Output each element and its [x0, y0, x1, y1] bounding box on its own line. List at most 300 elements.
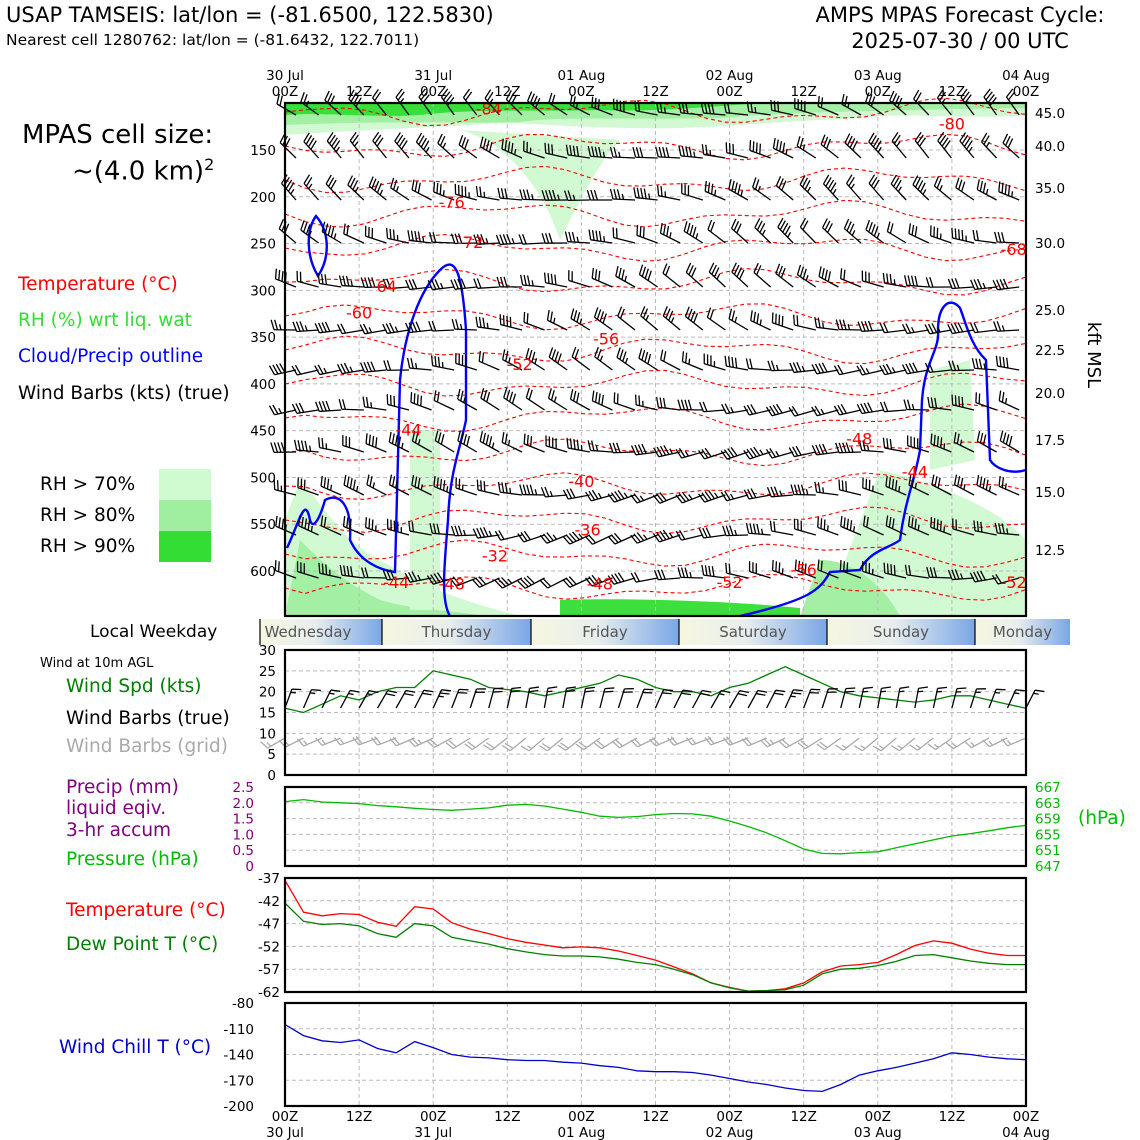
altitude-tick-label: 15.0 — [1035, 485, 1066, 501]
upper-air-wind-barb-flag — [644, 228, 645, 238]
top-hour-label: 12Z — [790, 84, 817, 100]
upper-air-wind-barb-halfflag — [423, 236, 424, 242]
top-day-label: 01 Aug — [557, 68, 606, 84]
upper-air-wind-barb-flag — [421, 396, 422, 406]
surface-wind-barb-true-halfflag — [348, 693, 353, 694]
upper-air-wind-barb-flag — [369, 518, 370, 528]
bottom-hour-label: 12Z — [642, 1109, 669, 1125]
surface-wind-barb-true-halfflag — [547, 691, 552, 692]
isotherm-label: -36 — [574, 520, 601, 540]
upper-air-wind-barb-halfflag — [604, 236, 605, 242]
isotherm-label: -52 — [1000, 572, 1027, 592]
surface-wind-barb-true-flag — [311, 690, 320, 691]
isotherm-label: -52 — [506, 354, 533, 374]
upper-air-wind-barb-halfflag — [331, 485, 332, 491]
surface-wind-barb-true — [396, 691, 415, 708]
surface-wind-barb-true — [674, 690, 692, 708]
upper-air-wind-barb-flag — [821, 561, 822, 571]
upper-air-wind-barb-flag — [640, 226, 641, 236]
upper-air-wind-barb-flag — [760, 144, 761, 154]
altitude-axis-label: kft MSL — [1083, 321, 1104, 389]
upper-air-wind-barb-flag — [477, 480, 478, 490]
upper-air-wind-barb-flag — [962, 397, 963, 407]
wind-tick-label: 20 — [258, 684, 276, 701]
pressure-tick-label: 450 — [250, 423, 276, 440]
upper-air-wind-barb-flag — [271, 443, 274, 453]
legend-precip-3: 3-hr accum — [66, 820, 172, 841]
upper-air-wind-barb-halfflag — [484, 192, 485, 198]
weekday-label: Wednesday — [264, 623, 352, 641]
surface-wind-barb-true-flag — [494, 688, 503, 689]
upper-air-wind-barb-flag — [894, 565, 895, 575]
cell-size-exponent: 2 — [204, 155, 215, 174]
upper-air-wind-barb-halfflag — [487, 323, 488, 329]
temperature-panel — [258, 871, 1026, 1001]
legend-pressure: Pressure (hPa) — [66, 849, 199, 870]
surface-wind-barb-grid-halfflag — [527, 746, 531, 749]
legend-dew-point: Dew Point T (°C) — [66, 934, 219, 955]
upper-air-wind-barb-flag — [824, 520, 825, 530]
surface-wind-barb-true-flag — [700, 694, 709, 696]
upper-air-wind-barb-flag — [934, 435, 935, 445]
upper-air-wind-barb-flag — [366, 517, 367, 527]
upper-air-wind-barb-flag — [937, 436, 938, 446]
surface-wind-barb-true — [452, 689, 469, 708]
page-title: USAP TAMSEIS: lat/lon = (-81.6500, 122.5830) — [6, 3, 494, 27]
wind-chill-panel — [223, 996, 1026, 1115]
legend-cloud: Cloud/Precip outline — [18, 346, 204, 367]
upper-air-wind-barb-flag — [394, 230, 395, 240]
upper-air-wind-barb-flag — [937, 519, 938, 529]
upper-air-wind-barb-flag — [549, 93, 552, 103]
isotherm-label: -68 — [1000, 239, 1027, 259]
isotherm-label: -76 — [438, 193, 465, 213]
surface-wind-barb-true-flag — [758, 690, 767, 692]
surface-wind-barb-true-flag — [548, 687, 557, 688]
altitude-tick-label: 12.5 — [1035, 543, 1066, 559]
chill-tick-label: -200 — [223, 1099, 254, 1115]
chill-tick-label: -80 — [231, 996, 254, 1012]
precip-pressure-panel — [233, 780, 1061, 875]
bottom-hour-label: 00Z — [1012, 1109, 1040, 1125]
surface-wind-barb-true — [433, 690, 451, 708]
upper-air-wind-barb-flag — [301, 92, 304, 102]
surface-wind-barb-grid-halfflag — [692, 740, 695, 744]
surface-wind-barb-true — [656, 690, 673, 708]
upper-air-wind-barb-flag — [434, 182, 435, 192]
upper-air-wind-barb-flag — [771, 100, 772, 110]
time-height-panel — [250, 89, 1104, 616]
upper-air-wind-barb-flag — [779, 563, 780, 573]
surface-wind-barb-true — [693, 690, 712, 708]
legend-wind-barbs: Wind Barbs (kts) (true) — [18, 383, 230, 404]
top-hour-label: 00Z — [864, 84, 892, 100]
surface-wind-barb-true-flag — [721, 691, 730, 693]
isotherm-label: -48 — [846, 429, 873, 449]
precip-tick-label: 1.5 — [232, 811, 254, 828]
upper-air-wind-barb-flag — [278, 442, 281, 452]
upper-air-wind-barb-halfflag — [1005, 483, 1006, 489]
bottom-hour-label: 12Z — [790, 1109, 817, 1125]
surface-wind-barb-true — [526, 687, 539, 708]
surface-wind-barb-true-flag — [1016, 690, 1025, 691]
top-hour-label: 00Z — [271, 84, 299, 100]
upper-air-wind-barb-flag — [598, 99, 599, 109]
wind-tick-label: 10 — [258, 726, 276, 743]
pressure-tick-label: 647 — [1035, 859, 1061, 875]
pressure-tick-label: 350 — [250, 330, 276, 347]
rh-shade-region — [930, 360, 975, 470]
legend-rh80-label: RH > 80% — [40, 505, 136, 526]
chill-tick-label: -140 — [223, 1047, 254, 1064]
isotherm-label: -52 — [716, 572, 743, 592]
upper-air-wind-barb-halfflag — [665, 107, 666, 113]
surface-wind-barb-grid-halfflag — [267, 743, 271, 747]
chill-tick-label: -170 — [223, 1073, 254, 1090]
isotherm-label: -56 — [593, 329, 620, 349]
upper-air-wind-barb-flag — [414, 393, 415, 403]
upper-air-wind-barb-flag — [271, 320, 274, 330]
bottom-hour-label: 00Z — [568, 1109, 595, 1125]
bottom-day-label: 03 Aug — [853, 1125, 902, 1140]
pressure-tick-label: 655 — [1035, 827, 1061, 844]
surface-wind-barb-true-flag — [740, 691, 749, 693]
surface-wind-barb-true — [322, 690, 340, 708]
surface-wind-barb-grid-halfflag — [322, 740, 325, 744]
surface-wind-barb-true-halfflag — [329, 693, 334, 694]
top-hour-label: 00Z — [568, 84, 595, 100]
isotherm-label: -84 — [475, 99, 502, 119]
upper-air-wind-barb-flag — [613, 227, 614, 237]
top-day-label: 03 Aug — [853, 68, 902, 84]
cell-size-title: MPAS cell size: — [22, 120, 214, 150]
surface-wind-barb-true-halfflag — [918, 691, 923, 692]
altitude-tick-label: 40.0 — [1035, 139, 1066, 155]
wind-tick-label: 15 — [258, 705, 276, 722]
surface-wind-barb-grid-halfflag — [916, 745, 920, 748]
forecast-cycle-date: 2025-07-30 / 00 UTC — [851, 29, 1069, 53]
surface-wind-barb-true — [748, 690, 767, 708]
surface-wind-barb-true-flag — [919, 687, 928, 688]
surface-wind-barb-true — [581, 687, 595, 708]
surface-wind-barb-true-flag — [738, 694, 747, 696]
pressure-tick-label: 600 — [250, 564, 276, 580]
wind-tick-label: 25 — [258, 663, 276, 680]
upper-air-wind-barb-flag — [847, 562, 848, 572]
surface-wind-barb-true-flag — [566, 687, 575, 688]
top-day-label: 30 Jul — [266, 68, 304, 84]
upper-air-wind-barb-flag — [524, 312, 525, 322]
top-hour-label: 12Z — [938, 84, 966, 100]
isotherm-label: -56 — [790, 560, 817, 580]
altitude-tick-label: 35.0 — [1035, 181, 1066, 197]
top-hour-label: 00Z — [716, 84, 743, 100]
isotherm-label: -80 — [938, 114, 965, 134]
temp-tick-label: -52 — [257, 939, 280, 956]
surface-wind-barb-grid-halfflag — [340, 740, 343, 744]
legend-rh: RH (%) wrt liq. wat — [18, 310, 192, 331]
upper-air-wind-barb-halfflag — [689, 359, 690, 365]
upper-air-wind-barb-flag — [818, 517, 819, 527]
surface-wind-barb-true — [711, 691, 730, 708]
upper-air-wind-barb-flag — [530, 94, 534, 104]
upper-air-wind-barb-flag — [524, 434, 525, 444]
surface-wind-barb-true-flag — [388, 691, 397, 693]
pressure-tick-label: 667 — [1035, 780, 1061, 796]
bottom-day-label: 02 Aug — [705, 1125, 754, 1140]
surface-wind-barb-grid — [427, 738, 452, 748]
upper-air-wind-barb-flag — [962, 230, 963, 240]
surface-wind-barb-true-flag — [957, 688, 966, 689]
surface-wind-barb-grid-halfflag — [304, 741, 307, 745]
surface-wind-barb-true-halfflag — [310, 693, 315, 694]
upper-air-wind-barb-halfflag — [649, 193, 650, 199]
weekday-label: Monday — [992, 623, 1053, 641]
upper-air-wind-barb-flag — [639, 395, 640, 405]
upper-air-wind-barb-flag — [934, 518, 935, 528]
surface-wind-barb-true-halfflag — [1033, 693, 1038, 694]
surface-wind-barb-true-flag — [846, 688, 855, 689]
precip-tick-label: 2.0 — [232, 795, 254, 812]
pressure-tick-label: 200 — [250, 189, 276, 206]
upper-air-wind-barb-flag — [282, 519, 283, 529]
upper-air-wind-barb-flag — [552, 144, 553, 154]
upper-air-wind-barb-halfflag — [510, 488, 511, 494]
surface-wind-barb-grid-halfflag — [770, 740, 774, 744]
press-frame — [285, 787, 1026, 866]
surface-wind-barb-true-flag — [386, 694, 395, 696]
surface-wind-barb-true — [952, 688, 967, 708]
upper-air-wind-barb-flag — [528, 91, 532, 101]
upper-air-wind-barb-flag — [884, 563, 885, 573]
isotherm-label: -48 — [586, 574, 613, 594]
weekday-label: Saturday — [719, 623, 787, 641]
surface-wind-barb-true-flag — [369, 691, 378, 693]
upper-air-wind-barb-flag — [839, 480, 840, 490]
top-day-label: 31 Jul — [414, 68, 453, 84]
upper-air-wind-barb-flag — [753, 141, 754, 151]
top-hour-label: 12Z — [345, 84, 373, 100]
upper-air-wind-barb-flag — [726, 563, 727, 573]
surface-wind-barb-true-halfflag — [719, 694, 724, 695]
upper-air-wind-barb-flag — [322, 564, 323, 574]
bottom-hour-label: 00Z — [864, 1109, 892, 1125]
altitude-tick-label: 45.0 — [1035, 106, 1066, 122]
bottom-day-label: 31 Jul — [414, 1125, 453, 1140]
upper-air-wind-barb-flag — [818, 560, 819, 570]
bottom-hour-label: 12Z — [494, 1109, 521, 1125]
altitude-tick-label: 17.5 — [1035, 433, 1066, 449]
upper-air-wind-barb-flag — [750, 140, 751, 150]
upper-air-wind-barb-flag — [844, 561, 845, 571]
upper-air-wind-barb-flag — [279, 219, 283, 228]
upper-air-wind-barb-flag — [941, 437, 942, 447]
upper-air-wind-barb-flag — [484, 481, 485, 491]
upper-air-wind-barb-flag — [840, 560, 841, 570]
surface-wind-barb-true-flag — [863, 687, 872, 688]
legend-wind-barbs-true: Wind Barbs (true) — [66, 708, 230, 729]
wind-tick-label: 5 — [267, 747, 276, 764]
upper-air-wind-barb-flag — [276, 269, 277, 279]
upper-air-wind-barb-flag — [279, 517, 280, 527]
surface-wind-barb-true — [489, 688, 504, 708]
temp-tick-label: -42 — [257, 893, 280, 910]
top-hour-label: 00Z — [419, 84, 447, 100]
altitude-tick-label: 22.5 — [1035, 343, 1066, 359]
surface-wind-barb-grid-flag — [964, 741, 971, 747]
surface-wind-barb-true-flag — [404, 694, 413, 696]
pressure-tick-label: 300 — [250, 283, 276, 300]
upper-air-wind-barb-flag — [527, 435, 528, 445]
pressure-tick-label: 663 — [1035, 795, 1061, 812]
legend-precip-2: liquid eqiv. — [66, 798, 167, 819]
upper-air-wind-barb-flag — [797, 315, 798, 325]
legend-temperature: Temperature (°C) — [18, 274, 178, 295]
wind-tick-label: 0 — [267, 768, 276, 784]
isotherm-label: -40 — [568, 471, 595, 491]
surface-wind-barb-true — [544, 687, 557, 708]
surface-wind-barb-true — [767, 690, 785, 708]
isotherm-label: -44 — [383, 572, 410, 592]
precip-tick-label: 0 — [245, 859, 254, 875]
bottom-hour-label: 00Z — [716, 1109, 743, 1125]
upper-air-wind-barb-halfflag — [823, 323, 824, 329]
upper-air-wind-barb-halfflag — [371, 402, 372, 408]
surface-wind-barb-true-flag — [442, 690, 451, 691]
surface-wind-barb-true — [878, 687, 891, 708]
weekday-strip — [260, 619, 1070, 645]
upper-air-wind-barb-flag — [279, 561, 280, 571]
surface-wind-barb-grid — [409, 738, 434, 747]
temp-tick-label: -62 — [257, 985, 280, 1001]
upper-air-wind-barb-flag — [776, 561, 777, 571]
upper-air-wind-barb-flag — [387, 228, 388, 238]
forecast-cycle-title: AMPS MPAS Forecast Cycle: — [815, 3, 1105, 27]
top-hour-label: 12Z — [494, 84, 521, 100]
pressure-tick-label: 150 — [250, 143, 276, 159]
bottom-hour-label: 00Z — [271, 1109, 299, 1125]
surface-wind-barb-grid — [761, 738, 786, 747]
isotherm-label: -72 — [457, 233, 484, 253]
surface-wind-barb-grid-halfflag — [898, 746, 902, 749]
upper-air-wind-barb-flag — [891, 564, 892, 574]
weekday-label: Thursday — [421, 623, 492, 641]
upper-air-wind-barb-flag — [794, 315, 795, 325]
surface-wind-barb-true-halfflag — [790, 696, 795, 697]
upper-air-wind-barb-halfflag — [899, 486, 900, 492]
legend-rh90-label: RH > 90% — [40, 536, 136, 557]
upper-air-wind-barb-flag — [952, 228, 953, 238]
upper-air-wind-barb-flag — [418, 394, 419, 404]
surface-wind-barb-true — [785, 690, 803, 708]
bottom-day-label: 04 Aug — [1002, 1125, 1050, 1140]
altitude-tick-label: 30.0 — [1035, 236, 1066, 252]
surface-wind-barb-grid-halfflag — [953, 743, 957, 746]
surface-wind-barb-grid-halfflag — [842, 745, 846, 748]
pressure-tick-label: 651 — [1035, 843, 1061, 860]
upper-air-wind-barb-flag — [773, 560, 774, 570]
upper-air-wind-barb-halfflag — [280, 324, 281, 330]
upper-air-wind-barb-halfflag — [755, 107, 756, 113]
surface-wind-barb-grid — [779, 738, 803, 748]
surface-wind-barb-true-flag — [938, 687, 947, 688]
cell-size-number: ~(4.0 km) — [72, 156, 205, 187]
surface-wind-barb-true — [730, 691, 749, 708]
temp-tick-label: -57 — [257, 962, 280, 979]
top-hour-label: 00Z — [1012, 84, 1040, 100]
weekday-strip-label: Local Weekday — [90, 622, 218, 642]
altitude-tick-label: 20.0 — [1035, 386, 1066, 402]
top-hour-label: 12Z — [642, 84, 669, 100]
isotherm-label: -44 — [395, 420, 422, 440]
surface-wind-barb-true — [915, 687, 928, 708]
upper-air-wind-barb-halfflag — [447, 486, 448, 492]
precip-tick-label: 2.5 — [232, 780, 254, 796]
upper-air-wind-barb-flag — [955, 229, 956, 239]
precip-tick-label: 0.5 — [232, 843, 254, 860]
upper-air-wind-barb-flag — [279, 270, 280, 280]
upper-air-wind-barb-flag — [282, 271, 283, 281]
temp-tick-label: -47 — [257, 916, 280, 933]
surface-wind-barb-true-flag — [664, 690, 673, 691]
pressure-unit-label: (hPa) — [1078, 808, 1126, 829]
upper-air-wind-barb-flag — [846, 481, 847, 491]
bottom-hour-label: 12Z — [345, 1109, 373, 1125]
upper-air-wind-barb-flag — [842, 480, 843, 490]
pressure-tick-label: 659 — [1035, 811, 1061, 828]
pressure-tick-label: 500 — [250, 470, 276, 487]
surface-wind-barb-true-flag — [605, 688, 614, 689]
upper-air-wind-barb-flag — [959, 229, 960, 239]
upper-air-wind-barb-halfflag — [823, 487, 824, 493]
surface-wind-barb-true-halfflag — [439, 696, 444, 697]
upper-air-wind-barb-halfflag — [515, 149, 516, 155]
upper-air-wind-barb-flag — [527, 313, 528, 323]
nearest-cell-subtitle: Nearest cell 1280762: lat/lon = (-81.6432, 122.7011) — [6, 31, 420, 49]
surface-wind-barb-grid-halfflag — [418, 740, 422, 744]
upper-air-wind-barb-halfflag — [918, 525, 919, 531]
surface-wind-barb-true-flag — [530, 687, 539, 688]
isotherm-label: -60 — [346, 303, 373, 323]
weekday-label: Sunday — [872, 623, 930, 641]
surface-wind-barb-true-flag — [585, 691, 594, 692]
surface-wind-barb-true-flag — [681, 693, 690, 694]
surface-wind-barb-grid-halfflag — [1007, 740, 1010, 744]
upper-air-wind-barb-flag — [931, 517, 932, 527]
wind-speed-panel — [259, 643, 1045, 784]
upper-air-wind-barb-flag — [274, 442, 277, 452]
surface-wind-barb-true — [896, 687, 909, 708]
upper-air-wind-barb-halfflag — [894, 279, 895, 285]
upper-air-wind-barb-flag — [952, 395, 953, 405]
wind-10m-note: Wind at 10m AGL — [40, 656, 154, 671]
legend-temperature-bottom: Temperature (°C) — [66, 900, 226, 921]
upper-air-wind-barb-flag — [545, 143, 546, 153]
upper-air-wind-barb-halfflag — [715, 190, 716, 196]
upper-air-wind-barb-flag — [931, 434, 932, 444]
surface-wind-barb-true-flag — [529, 691, 538, 692]
surface-wind-barb-true — [415, 690, 434, 708]
upper-air-wind-barb-halfflag — [854, 526, 855, 532]
legend-wind-barbs-grid: Wind Barbs (grid) — [66, 736, 228, 757]
surface-wind-barb-true-flag — [792, 693, 801, 694]
surface-wind-barb-true-flag — [881, 687, 890, 688]
surface-wind-barb-grid-halfflag — [861, 746, 865, 749]
surface-wind-barb-true-flag — [512, 687, 521, 688]
upper-air-wind-barb-flag — [757, 143, 758, 153]
surface-wind-barb-true-flag — [331, 690, 340, 691]
surface-wind-barb-true-flag — [586, 687, 595, 688]
